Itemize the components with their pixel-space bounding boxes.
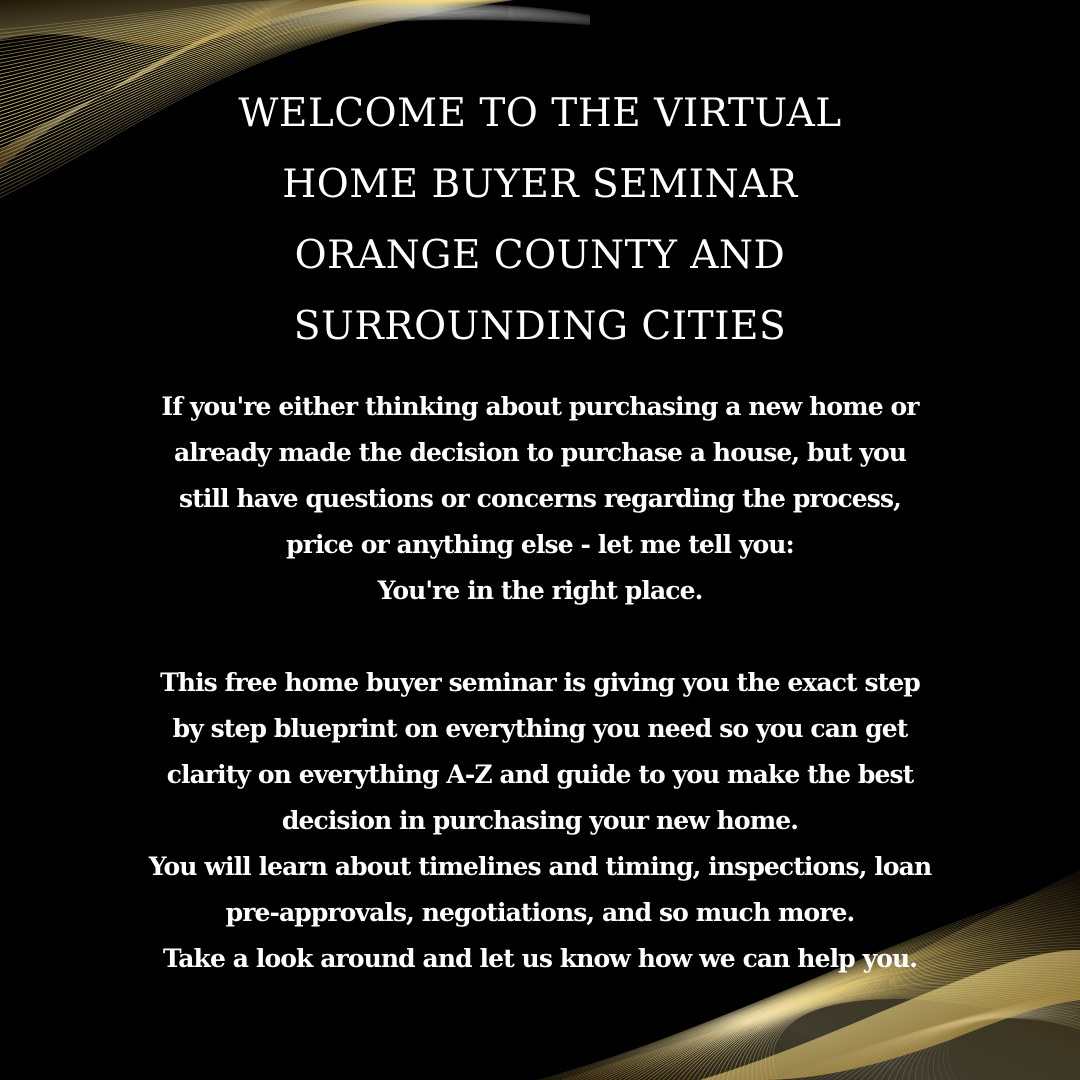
body-line: decision in purchasing your new home.: [281, 806, 799, 835]
poster-body: [40, 384, 1040, 982]
body-line: You're in the right place.: [377, 576, 703, 605]
body-line: price or anything else - let me tell you:: [286, 530, 794, 559]
body-line: You will learn about timelines and timing, inspections, loan: [148, 852, 932, 881]
title-line: ORANGE COUNTY AND: [294, 233, 786, 278]
title-line: HOME BUYER SEMINAR: [282, 162, 798, 207]
body-line: This free home buyer seminar is giving you the exact step: [160, 668, 920, 697]
body-line: If you're either thinking about purchasing a new home or: [161, 392, 919, 421]
body-line: by step blueprint on everything you need so you can get: [172, 714, 908, 743]
body-line: pre-approvals, negotiations, and so much more.: [225, 898, 855, 927]
body-line: still have questions or concerns regarding the process,: [179, 484, 901, 513]
title-line: WELCOME TO THE VIRTUAL: [238, 91, 842, 136]
poster-title: [90, 78, 990, 362]
body-line: already made the decision to purchase a house, but you: [173, 438, 907, 467]
poster-content: [0, 78, 1080, 982]
title-line: SURROUNDING CITIES: [293, 304, 787, 349]
body-line: clarity on everything A-Z and guide to you make the best: [166, 760, 914, 789]
paragraph-spacer: [40, 614, 1040, 660]
body-line: Take a look around and let us know how we can help you.: [162, 944, 918, 973]
